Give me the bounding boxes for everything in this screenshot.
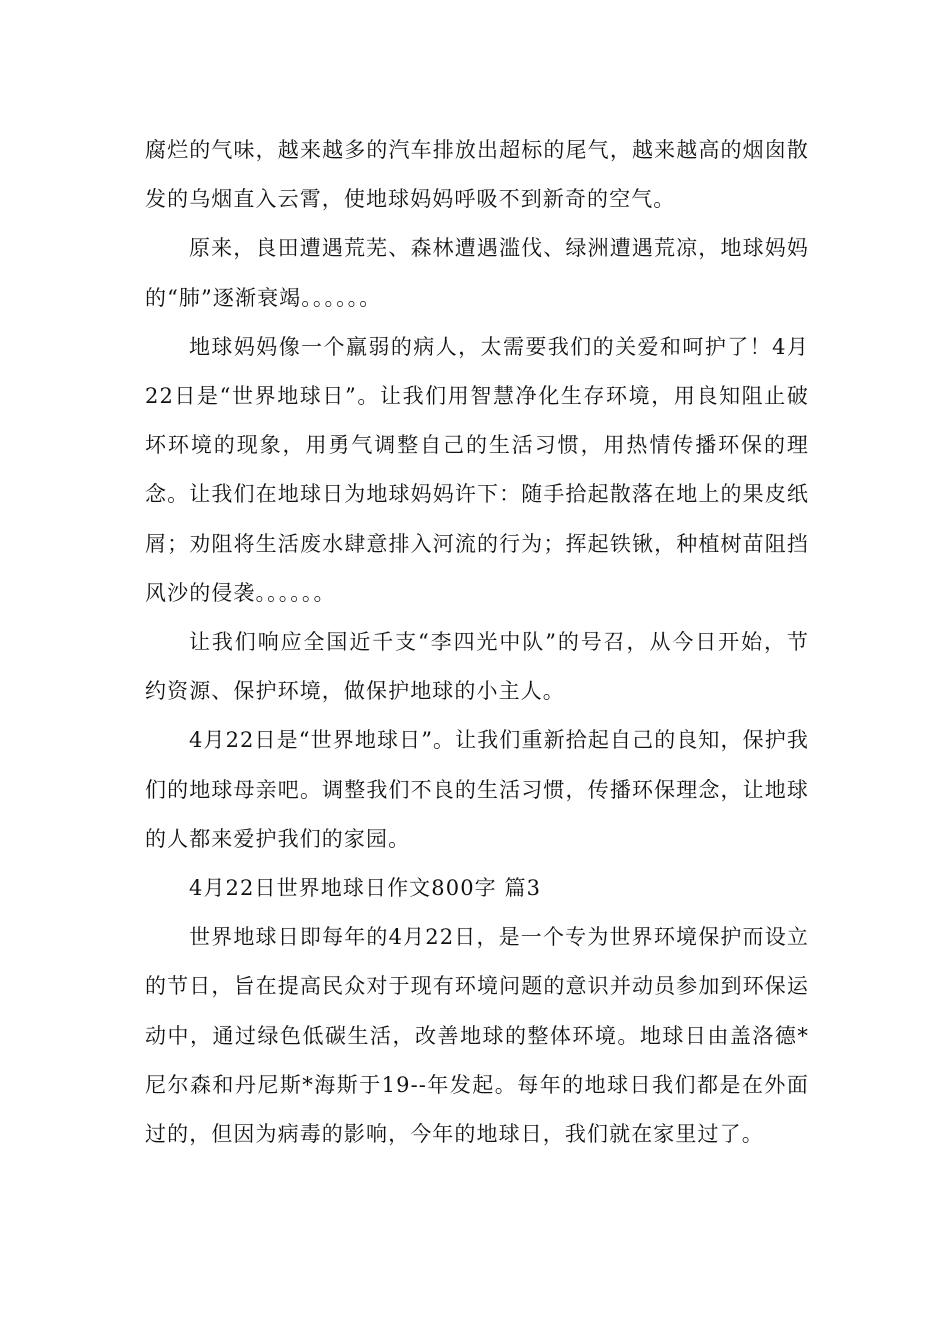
paragraph: 世界地球日即每年的4月22日，是一个专为世界环境保护而设立的节日，旨在提高民众对于现有环境问题的意识并动员参加到环保运动中，通过绿色低碳生活，改善地球的整体环境。地球日由盖洛德*尼尔森和丹尼斯*海斯于19--年发起。每年的地球日我们都是在外面过的，但因为病毒的影响，今年的地球日，我们就在家里过了。	[145, 925, 809, 1147]
paragraph: 地球妈妈像一个羸弱的病人，太需要我们的关爱和呵护了！4月22日是“世界地球日”。让我们用智慧净化生存环境，用良知阻止破坏环境的现象，用勇气调整自己的生活习惯，用热情传播环保的理念。让我们在地球日为地球妈妈许下：随手拾起散落在地上的果皮纸屑；劝阻将生活废水肆意排入河流的行为；挥起铁锹，种植树苗阻挡风沙的侵袭。。。。。。	[145, 334, 809, 605]
paragraph: 原来，良田遭遇荒芜、森林遭遇滥伐、绿洲遭遇荒凉，地球妈妈的“肺”逐渐衰竭。。。。。。	[145, 236, 809, 310]
paragraph: 让我们响应全国近千支“李四光中队”的号召，从今日开始，节约资源、保护环境，做保护地球的小主人。	[145, 630, 809, 704]
paragraph: 4月22日是“世界地球日”。让我们重新拾起自己的良知，保护我们的地球母亲吧。调整我们不良的生活习惯，传播环保理念，让地球的人都来爱护我们的家园。	[145, 728, 809, 851]
paragraph-continued: 腐烂的气味，越来越多的汽车排放出超标的尾气，越来越高的烟囱散发的乌烟直入云霄，使地球妈妈呼吸不到新奇的空气。	[145, 138, 809, 212]
section-heading: 4月22日世界地球日作文800字 篇3	[189, 876, 542, 901]
document-body	[145, 126, 809, 1159]
